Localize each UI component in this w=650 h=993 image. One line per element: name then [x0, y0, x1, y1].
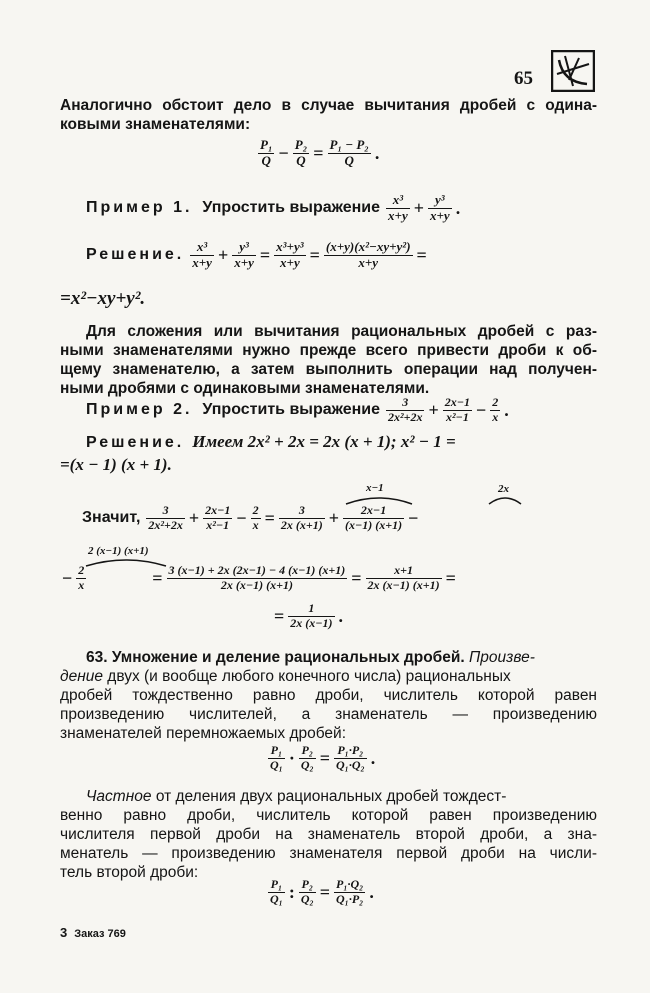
- denominator: x+y: [324, 255, 413, 271]
- fraction: [328, 138, 371, 169]
- fraction: [428, 193, 452, 224]
- operator: =: [309, 244, 320, 265]
- denominator: Q₁·Q₂: [336, 757, 365, 772]
- fraction: [366, 564, 442, 593]
- text-line: числителя первой дроби на знаменатель второй дроби, а зна-: [60, 826, 597, 843]
- denominator: Q: [258, 153, 274, 169]
- fraction: [293, 138, 309, 169]
- fraction: [203, 504, 232, 533]
- denominator: Q₁·P₂: [335, 891, 364, 906]
- fraction: [146, 504, 184, 533]
- numerator: P₂: [294, 137, 308, 152]
- denominator: x: [78, 577, 85, 592]
- fraction: [386, 396, 424, 425]
- denominator: x: [492, 409, 499, 424]
- text-line: ковыми знаменателями:: [60, 116, 251, 133]
- numerator: 2x−1: [205, 503, 231, 517]
- solution-1: [86, 240, 429, 271]
- numerator: P₁: [270, 743, 283, 757]
- denominator: Q₂: [300, 891, 314, 906]
- operator: ·: [288, 747, 295, 768]
- operator: =: [264, 507, 275, 528]
- period: .: [504, 399, 509, 420]
- operator: +: [328, 507, 340, 528]
- numerator: 2x−1: [360, 503, 387, 517]
- therefore-word: Значит,: [82, 508, 141, 526]
- numerator: x³: [196, 239, 208, 254]
- term-quotient: Частное: [86, 788, 152, 805]
- rule-text: [86, 322, 597, 341]
- fraction: [443, 396, 472, 425]
- section-logo-icon: [551, 50, 595, 92]
- numerator: P₁·Q₂: [335, 877, 364, 891]
- numerator: P₁: [260, 137, 273, 152]
- section-63: [60, 648, 597, 743]
- example-label: Пример 1.: [86, 199, 193, 217]
- page-number: 65: [514, 68, 533, 89]
- denominator: (x−1) (x+1): [345, 517, 403, 532]
- fraction: [299, 744, 316, 773]
- fraction: [334, 744, 367, 773]
- denominator: x+y: [430, 207, 450, 223]
- text-line: Для сложения или вычитания рациональных дробей с раз-: [86, 323, 597, 340]
- formula-subtraction: [256, 138, 381, 169]
- operator: −: [62, 567, 73, 588]
- denominator: x+y: [234, 254, 254, 270]
- denominator: 2x (x−1) (x+1): [367, 577, 440, 592]
- fraction: [268, 744, 285, 773]
- denominator: 2x (x−1): [290, 615, 333, 630]
- operator: =: [152, 567, 163, 588]
- therefore-line-3: [272, 602, 345, 631]
- denominator: x+y: [274, 255, 305, 271]
- operator: =: [313, 142, 324, 163]
- numerator: 2x−1: [444, 395, 471, 409]
- operator: =: [416, 244, 427, 265]
- text-line: менатель — произведению знаменателя первой дроби на числи-: [60, 845, 597, 862]
- numerator: x+1: [394, 563, 413, 577]
- period: .: [370, 747, 376, 768]
- operator: +: [413, 197, 424, 218]
- fraction: [274, 240, 305, 271]
- solution-2-line: =(x − 1) (x + 1).: [60, 455, 172, 474]
- text-line: дробей тождественно равно дроби, числитель которой равен: [60, 687, 597, 704]
- multiplier-label: 2 (x−1) (x+1): [88, 545, 149, 557]
- operator: −: [408, 507, 419, 528]
- fraction: [167, 564, 348, 593]
- text-line: двух (и вообще любого конечного числа) рациональных: [107, 668, 511, 685]
- example-task: Упростить выражение: [202, 199, 381, 217]
- therefore-line-2: [60, 564, 458, 593]
- example-label: Пример 2.: [86, 400, 193, 418]
- operator: =: [351, 567, 362, 588]
- numerator: P₂: [301, 877, 314, 891]
- formula-division: [266, 878, 376, 907]
- fraction: [258, 138, 274, 169]
- fraction: [268, 878, 285, 907]
- denominator: Q: [328, 153, 371, 169]
- example-task: Упростить выражение: [202, 400, 381, 418]
- solution-label: Решение.: [86, 434, 185, 451]
- multiplier-label: 2x: [498, 483, 509, 495]
- formula-multiplication: [266, 744, 377, 773]
- denominator: 2x (x−1) (x+1): [167, 578, 348, 593]
- footer: [60, 925, 126, 941]
- period: .: [455, 197, 461, 218]
- numerator: 3: [402, 395, 409, 409]
- denominator: Q₂: [300, 757, 314, 772]
- operator: =: [319, 881, 330, 902]
- numerator: 3: [298, 503, 305, 517]
- text-line: произведению числителей, а знаменатель — произведению: [60, 706, 597, 723]
- numerator: 2: [78, 563, 85, 577]
- denominator: x: [252, 517, 259, 532]
- numerator: P₁·P₂: [337, 743, 364, 757]
- operator: =: [259, 244, 271, 265]
- numerator: 2: [492, 395, 499, 409]
- operator: =: [319, 747, 330, 768]
- intro-subtraction-text: [60, 96, 597, 134]
- therefore-line-1: [82, 504, 420, 533]
- rule-text-cont: [60, 341, 597, 398]
- fraction: [299, 878, 316, 907]
- fraction: [324, 240, 413, 271]
- multiplier-arc: [486, 494, 524, 506]
- fraction: [279, 504, 325, 533]
- fraction: [386, 193, 410, 224]
- fraction: [343, 504, 404, 533]
- text-line: ными дробями с одинаковыми знаменателями.: [60, 380, 430, 397]
- denominator: Q₁: [270, 891, 283, 906]
- operator: =: [274, 605, 285, 626]
- fraction: [76, 564, 86, 593]
- denominator: 2x²+2x: [388, 409, 423, 424]
- text-line: Аналогично обстоит дело в случае вычитания дробей с одина-: [60, 97, 597, 114]
- text-line: ными знаменателями нужно прежде всего привести дроби к об-: [60, 342, 597, 359]
- denominator: 2x (x+1): [280, 517, 323, 532]
- text-line: венно равно дроби, числитель которой равен произведению: [60, 807, 597, 824]
- fraction: [232, 240, 256, 271]
- solution-label: Решение.: [86, 246, 185, 264]
- numerator: y³: [239, 239, 249, 254]
- example-1: [86, 193, 462, 224]
- operator: −: [236, 507, 247, 528]
- operator: +: [188, 507, 200, 528]
- fraction: [490, 396, 500, 425]
- section-heading: 63. Умножение и деление рациональных дробей.: [86, 649, 465, 666]
- numerator: (x+y)(x²−xy+y²): [325, 239, 411, 254]
- numerator: 3: [162, 503, 169, 517]
- text-line: щему знаменателю, а затем выполнить операции над получен-: [60, 361, 597, 378]
- period: .: [369, 881, 374, 902]
- fraction: [334, 878, 365, 907]
- numerator: x³: [392, 192, 404, 207]
- denominator: 2x²+2x: [148, 517, 183, 532]
- numerator: P₁ − P₂: [329, 137, 369, 152]
- numerator: 2: [252, 503, 259, 517]
- text-line: знаменателей перемножаемых дробей:: [60, 725, 347, 742]
- term-product-cont: дение: [60, 668, 103, 685]
- period: .: [374, 142, 380, 163]
- numerator: P₂: [301, 743, 314, 757]
- denominator: Q₁: [270, 757, 283, 772]
- solution-2: [86, 432, 456, 452]
- period: .: [338, 605, 344, 626]
- denominator: x+y: [192, 254, 212, 270]
- operator: =: [445, 567, 456, 588]
- operator: +: [428, 399, 439, 420]
- denominator: x²−1: [203, 518, 232, 533]
- term-product: Произве-: [469, 649, 535, 666]
- denominator: x²−1: [443, 410, 472, 425]
- print-order: Заказ 769: [74, 928, 126, 940]
- solution-2-line: Имеем 2x² + 2x = 2x (x + 1); x² − 1 =: [192, 432, 456, 451]
- operator: −: [278, 142, 289, 163]
- numerator: 1: [308, 601, 315, 615]
- quotient-definition: [60, 787, 597, 882]
- operator: +: [217, 244, 229, 265]
- example-2: [86, 396, 511, 425]
- denominator: Q: [293, 153, 309, 169]
- operator: −: [476, 399, 487, 420]
- numerator: P₁: [270, 877, 283, 891]
- signature-number: 3: [60, 925, 68, 940]
- solution-1-result: =x²−xy+y².: [60, 288, 146, 309]
- fraction: [288, 602, 334, 631]
- text-line: тель второй дроби:: [60, 864, 199, 881]
- fraction: [190, 240, 214, 271]
- numerator: y³: [435, 192, 445, 207]
- denominator: x+y: [388, 207, 408, 223]
- operator: :: [288, 881, 295, 902]
- text-line: от деления двух рациональных дробей тождест-: [155, 788, 507, 805]
- fraction: [251, 504, 261, 533]
- numerator: 3 (x−1) + 2x (2x−1) − 4 (x−1) (x+1): [168, 563, 346, 577]
- multiplier-label: x−1: [366, 482, 384, 494]
- numerator: x³+y³: [276, 239, 304, 254]
